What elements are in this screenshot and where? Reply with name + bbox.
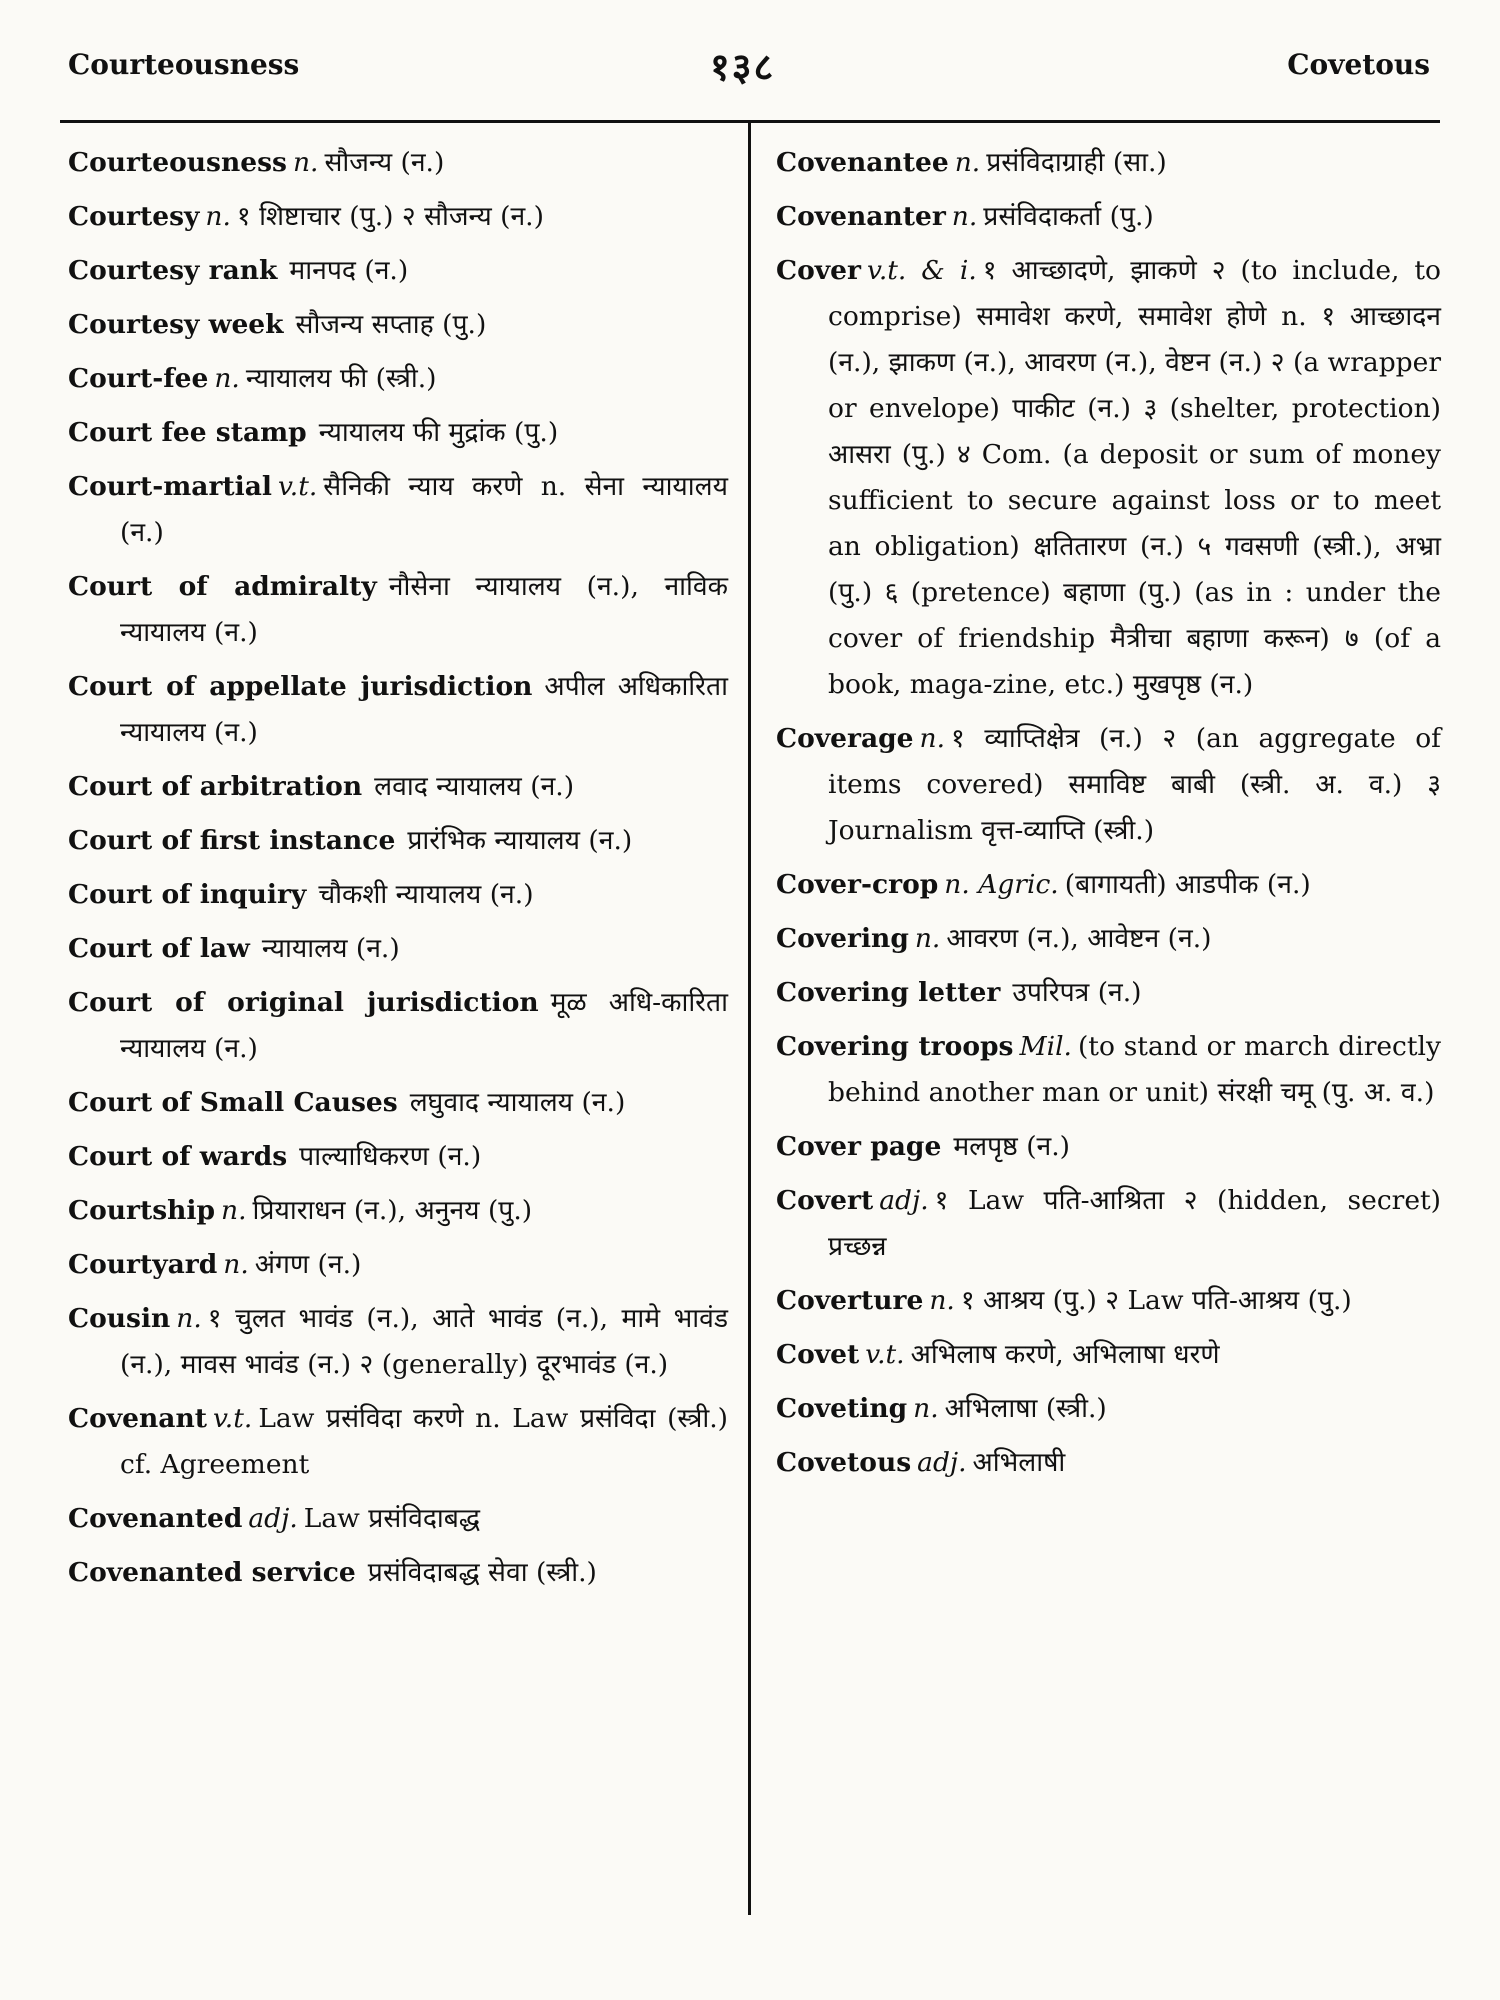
definition: प्रियाराधन (न.), अनुनय (पु.) xyxy=(252,1195,533,1226)
dictionary-entry xyxy=(776,1440,1441,1486)
definition: चौकशी न्यायालय (न.) xyxy=(318,879,534,910)
grammar-label: n. xyxy=(221,1195,247,1226)
dictionary-entry xyxy=(776,248,1441,708)
dictionary-entry xyxy=(68,194,728,240)
headword: Cover-crop xyxy=(776,869,939,900)
headword: Covenantee xyxy=(776,147,949,178)
dictionary-entry xyxy=(68,564,728,656)
headword: Covert xyxy=(776,1185,874,1216)
dictionary-entry xyxy=(68,464,728,556)
headword: Cousin xyxy=(68,1303,171,1334)
definition: न्यायालय फी (स्त्री.) xyxy=(245,363,437,394)
grammar-label: n. xyxy=(176,1303,202,1334)
definition: Law प्रसंविदाबद्ध xyxy=(303,1503,481,1534)
right-column xyxy=(776,140,1441,1494)
grammar-label: n. Agric. xyxy=(944,869,1059,900)
headword: Court of Small Causes xyxy=(68,1087,398,1118)
grammar-label: n. xyxy=(954,147,981,178)
dictionary-entry xyxy=(776,716,1441,854)
definition: मूळ अधि-कारिता न्यायालय (न.) xyxy=(120,987,728,1064)
headword: Court of appellate jurisdiction xyxy=(68,671,533,702)
definition: आवरण (न.), आवेष्टन (न.) xyxy=(946,923,1212,954)
definition: नौसेना न्यायालय (न.), नाविक न्यायालय (न.) xyxy=(120,571,728,648)
definition: पाल्याधिकरण (न.) xyxy=(299,1141,482,1172)
definition: लवाद न्यायालय (न.) xyxy=(374,771,575,802)
right-guide-word: Covetous xyxy=(1287,48,1430,81)
definition: १ शिष्टाचार (पु.) २ सौजन्य (न.) xyxy=(236,201,544,232)
grammar-label: n. xyxy=(913,1393,939,1424)
grammar-label: v.t. xyxy=(277,471,318,502)
headword: Covenant xyxy=(68,1403,207,1434)
dictionary-entry xyxy=(68,926,728,972)
grammar-label: Mil. xyxy=(1019,1031,1072,1062)
dictionary-entry xyxy=(68,410,728,456)
headword: Cover page xyxy=(776,1131,942,1162)
headword: Covet xyxy=(776,1339,860,1370)
left-guide-word: Courteousness xyxy=(68,48,300,81)
grammar-label: v.t. xyxy=(212,1403,253,1434)
definition: १ व्याप्तिक्षेत्र (न.) २ (an aggregate of items covered) समाविष्ट बाबी (स्त्री. अ. व.) ३ Journalism वृत्त-व्याप्ति (स्त्री.) xyxy=(828,723,1441,846)
headword: Covenanter xyxy=(776,201,946,232)
page-number: १३८ xyxy=(710,44,776,89)
definition: उपरिपत्र (न.) xyxy=(1012,977,1142,1008)
definition: प्रसंविदाकर्ता (पु.) xyxy=(983,201,1154,232)
grammar-label: adj. xyxy=(248,1503,298,1534)
dictionary-entry xyxy=(68,140,728,186)
headword: Courtesy rank xyxy=(68,255,278,286)
dictionary-entry xyxy=(68,302,728,348)
headword: Courtyard xyxy=(68,1249,218,1280)
definition: १ आच्छादणे, झाकणे २ (to include, to comprise) समावेश करणे, समावेश होणे n. १ आच्छादन (न.), झाकण (न.), आवरण (न.), वेष्टन (न.) २ (a wrapper or envelope) पाकीट (न.) ३ (shelter, protection) आसरा (पु.) ४ Com. (a deposit or sum of money sufficient to secure against loss or to meet an obligation) क्षतितारण (न.) ५ गवसणी (स्त्री.), अभ्रा (पु.) ६ (pretence) बहाणा (पु.) (as in : under the cover of friendship मैत्रीचा बहाणा करून) ७ (of a book, maga-zine, etc.) मुखपृष्ठ (न.) xyxy=(828,255,1441,700)
headword: Court of arbitration xyxy=(68,771,363,802)
headword: Coverture xyxy=(776,1285,924,1316)
dictionary-entry xyxy=(776,1278,1441,1324)
definition: अभिलाष करणे, अभिलाषा धरणे xyxy=(910,1339,1220,1370)
headword: Court-fee xyxy=(68,363,209,394)
grammar-label: n. xyxy=(919,723,946,754)
headword: Court of law xyxy=(68,933,250,964)
dictionary-entry xyxy=(776,970,1441,1016)
column-divider xyxy=(748,120,751,1915)
definition: Law प्रसंविदा करणे n. Law प्रसंविदा (स्त्री.) cf. Agreement xyxy=(120,1403,728,1480)
headword: Court of admiralty xyxy=(68,571,377,602)
headword: Court of wards xyxy=(68,1141,288,1172)
dictionary-entry xyxy=(68,1134,728,1180)
dictionary-entry xyxy=(68,1496,728,1542)
headword: Covenanted xyxy=(68,1503,243,1534)
grammar-label: v.t. xyxy=(865,1339,905,1370)
grammar-label: n. xyxy=(205,201,231,232)
definition: न्यायालय (न.) xyxy=(261,933,400,964)
definition: अभिलाषी xyxy=(972,1447,1066,1478)
headword: Covetous xyxy=(776,1447,912,1478)
dictionary-entry xyxy=(68,980,728,1072)
headword: Court of inquiry xyxy=(68,879,307,910)
dictionary-entry xyxy=(68,872,728,918)
dictionary-entry xyxy=(776,1178,1441,1270)
page-header xyxy=(60,40,1440,100)
dictionary-entry xyxy=(68,1396,728,1488)
dictionary-entry xyxy=(68,1242,728,1288)
dictionary-entry xyxy=(776,862,1441,908)
definition: न्यायालय फी मुद्रांक (पु.) xyxy=(318,417,559,448)
left-column xyxy=(68,140,728,1604)
dictionary-entry xyxy=(776,194,1441,240)
grammar-label: v.t. & i. xyxy=(867,255,977,286)
grammar-label: n. xyxy=(914,923,941,954)
definition: अंगण (न.) xyxy=(254,1249,362,1280)
definition: सौजन्य (न.) xyxy=(324,147,445,178)
headword: Cover xyxy=(776,255,861,286)
headword: Coverage xyxy=(776,723,914,754)
definition: (बागायती) आडपीक (न.) xyxy=(1064,869,1311,900)
dictionary-entry xyxy=(776,1332,1441,1378)
headword: Covering letter xyxy=(776,977,1001,1008)
definition: लघुवाद न्यायालय (न.) xyxy=(409,1087,626,1118)
definition: १ Law पति-आश्रिता २ (hidden, secret) प्रच्छन्न xyxy=(828,1185,1441,1262)
headword: Courteousness xyxy=(68,147,287,178)
grammar-label: n. xyxy=(223,1249,249,1280)
definition: १ आश्रय (पु.) २ Law पति-आश्रय (पु.) xyxy=(960,1285,1352,1316)
dictionary-entry xyxy=(68,1080,728,1126)
headword: Coveting xyxy=(776,1393,908,1424)
definition: मानपद (न.) xyxy=(289,255,409,286)
grammar-label: adj. xyxy=(879,1185,929,1216)
headword: Courtship xyxy=(68,1195,216,1226)
headword: Courtesy week xyxy=(68,309,284,340)
headword: Covenanted service xyxy=(68,1557,356,1588)
definition: मलपृष्ठ (न.) xyxy=(953,1131,1071,1162)
dictionary-entry xyxy=(776,1024,1441,1116)
dictionary-entry xyxy=(68,764,728,810)
grammar-label: n. xyxy=(929,1285,955,1316)
definition: सैनिकी न्याय करणे n. सेना न्यायालय (न.) xyxy=(120,471,728,548)
dictionary-entry xyxy=(68,248,728,294)
headword: Court of original jurisdiction xyxy=(68,987,539,1018)
dictionary-entry xyxy=(68,1296,728,1388)
headword: Covering troops xyxy=(776,1031,1014,1062)
headword: Covering xyxy=(776,923,909,954)
dictionary-entry xyxy=(68,818,728,864)
definition: अभिलाषा (स्त्री.) xyxy=(944,1393,1107,1424)
definition: प्रसंविदाबद्ध सेवा (स्त्री.) xyxy=(367,1557,597,1588)
grammar-label: n. xyxy=(214,363,240,394)
dictionary-entry xyxy=(776,1386,1441,1432)
dictionary-entry xyxy=(68,664,728,756)
headword: Court fee stamp xyxy=(68,417,307,448)
headword: Court of first instance xyxy=(68,825,396,856)
definition: सौजन्य सप्ताह (पु.) xyxy=(295,309,487,340)
definition: प्रारंभिक न्यायालय (न.) xyxy=(407,825,633,856)
dictionary-entry xyxy=(776,916,1441,962)
headword: Court-martial xyxy=(68,471,272,502)
dictionary-entry xyxy=(68,356,728,402)
grammar-label: n. xyxy=(951,201,978,232)
dictionary-entry xyxy=(776,1124,1441,1170)
dictionary-entry xyxy=(68,1188,728,1234)
dictionary-entry xyxy=(68,1550,728,1596)
dictionary-entry xyxy=(776,140,1441,186)
grammar-label: adj. xyxy=(917,1447,967,1478)
definition: प्रसंविदाग्राही (सा.) xyxy=(986,147,1167,178)
grammar-label: n. xyxy=(292,147,319,178)
definition: अपील अधिकारिता न्यायालय (न.) xyxy=(120,671,728,748)
definition: १ चुलत भावंड (न.), आते भावंड (न.), मामे भावंड (न.), मावस भावंड (न.) २ (generally) दूरभावंड (न.) xyxy=(120,1303,728,1380)
headword: Courtesy xyxy=(68,201,200,232)
definition: (to stand or march directly behind another man or unit) संरक्षी चमू (पु. अ. व.) xyxy=(828,1031,1441,1108)
